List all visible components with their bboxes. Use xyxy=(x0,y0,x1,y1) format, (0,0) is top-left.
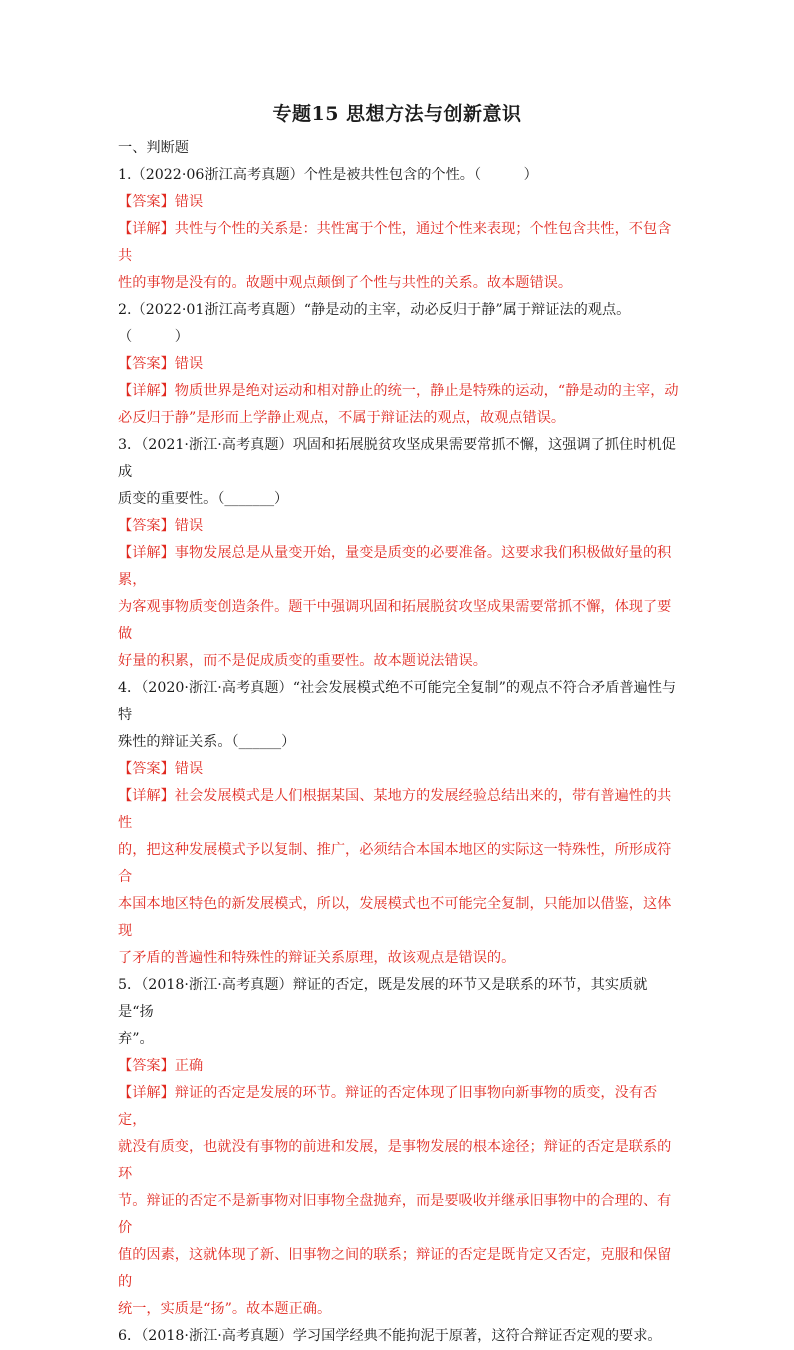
detail-text: 必反归于静”是形而上学静止观点，不属于辩证法的观点，故观点错误。 xyxy=(118,410,566,426)
answer-line xyxy=(118,513,680,540)
question-item xyxy=(118,432,680,675)
detail-tag: 【详解】 xyxy=(118,383,175,399)
detail-text: 值的因素，这就体现了新、旧事物之间的联系；辩证的否定是既肯定又否定，克服和保留的 xyxy=(118,1247,672,1290)
document-body xyxy=(118,135,680,1350)
section-heading: 一、判断题 xyxy=(118,140,189,156)
detail-text: 好量的积累，而不是促成质变的重要性。故本题说法错误。 xyxy=(118,653,487,669)
answer-value: 错误 xyxy=(174,518,204,534)
question-text: 殊性的辩证关系。（______） xyxy=(118,734,296,750)
detail-line xyxy=(118,378,680,405)
detail-text: 就没有质变，也就没有事物的前进和发展，是事物发展的根本途径；辩证的否定是联系的环 xyxy=(118,1139,672,1182)
detail-line xyxy=(118,783,680,837)
detail-tag: 【详解】 xyxy=(118,221,175,237)
detail-tag: 【详解】 xyxy=(118,545,175,561)
question-text: 弃”。 xyxy=(118,1031,154,1047)
question-text: 4．（2020·浙江·高考真题）“社会发展模式绝不可能完全复制”的观点不符合矛盾普遍性与特 xyxy=(118,680,677,723)
question-item xyxy=(118,162,680,297)
answer-line xyxy=(118,756,680,783)
detail-text: 为客观事物质变创造条件。题干中强调巩固和拓展脱贫攻坚成果需要常抓不懈，体现了要做 xyxy=(118,599,672,642)
detail-text: 共性与个性的关系是：共性寓于个性，通过个性来表现；个性包含共性，不包含共 xyxy=(118,221,672,264)
answer-line xyxy=(118,1053,680,1080)
detail-text: 本国本地区特色的新发展模式，所以，发展模式也不可能完全复制，只能加以借鉴，这体现 xyxy=(118,896,672,939)
question-text: 2.（2022·01浙江高考真题）“静是动的主宰，动必反归于静”属于辩证法的观点。 xyxy=(118,302,631,318)
answer-value: 正确 xyxy=(174,1058,204,1074)
question-item xyxy=(118,675,680,972)
answer-tag: 【答案】 xyxy=(118,518,175,534)
detail-text: 辩证的否定是发展的环节。辩证的否定体现了旧事物向新事物的质变，没有否定， xyxy=(118,1085,658,1128)
answer-line xyxy=(118,189,680,216)
detail-text: 的，把这种发展模式予以复制、推广，必须结合本国本地区的实际这一特殊性，所形成符合 xyxy=(118,842,672,885)
question-item xyxy=(118,972,680,1323)
detail-tag: 【详解】 xyxy=(118,788,175,804)
detail-text: 了矛盾的普遍性和特殊性的辩证关系原理，故该观点是错误的。 xyxy=(118,950,516,966)
answer-value: 错误 xyxy=(174,194,204,210)
question-text: （ ） xyxy=(118,329,189,345)
answer-tag: 【答案】 xyxy=(118,761,175,777)
detail-text: 统一，实质是“扬”。故本题正确。 xyxy=(118,1301,332,1317)
question-text: 质变的重要性。（_______） xyxy=(118,491,289,507)
detail-text: 性的事物是没有的。故题中观点颠倒了个性与共性的关系。故本题错误。 xyxy=(118,275,573,291)
question-item xyxy=(118,297,680,432)
detail-text: 节。辩证的否定不是新事物对旧事物全盘抛弃，而是要吸收并继承旧事物中的合理的、有价 xyxy=(118,1193,672,1236)
answer-tag: 【答案】 xyxy=(118,356,175,372)
detail-text: 事物发展总是从量变开始，量变是质变的必要准备。这要求我们积极做好量的积累， xyxy=(118,545,672,588)
detail-text: 社会发展模式是人们根据某国、某地方的发展经验总结出来的，带有普遍性的共性 xyxy=(118,788,672,831)
answer-tag: 【答案】 xyxy=(118,1058,175,1074)
detail-line xyxy=(118,216,680,270)
answer-line xyxy=(118,351,680,378)
detail-text: 物质世界是绝对运动和相对静止的统一，静止是特殊的运动，“静是动的主宰，动 xyxy=(174,383,679,399)
question-text: 1.（2022·06浙江高考真题）个性是被共性包含的个性。（ ） xyxy=(118,167,538,183)
answer-value: 错误 xyxy=(174,761,204,777)
answer-value: 错误 xyxy=(174,356,204,372)
question-text: 5．（2018·浙江·高考真题）辩证的否定，既是发展的环节又是联系的环节，其实质就是“扬 xyxy=(118,977,648,1020)
question-item xyxy=(118,1323,680,1350)
detail-line xyxy=(118,1080,680,1134)
detail-line xyxy=(118,540,680,594)
detail-tag: 【详解】 xyxy=(118,1085,175,1101)
answer-tag: 【答案】 xyxy=(118,194,175,210)
question-text: 3．（2021·浙江·高考真题）巩固和拓展脱贫攻坚成果需要常抓不懈，这强调了抓住时机促成 xyxy=(118,437,676,480)
question-text: 6．（2018·浙江·高考真题）学习国学经典不能拘泥于原著，这符合辩证否定观的要求。 xyxy=(118,1328,662,1344)
page-title: 专题15 思想方法与创新意识 xyxy=(272,103,522,125)
